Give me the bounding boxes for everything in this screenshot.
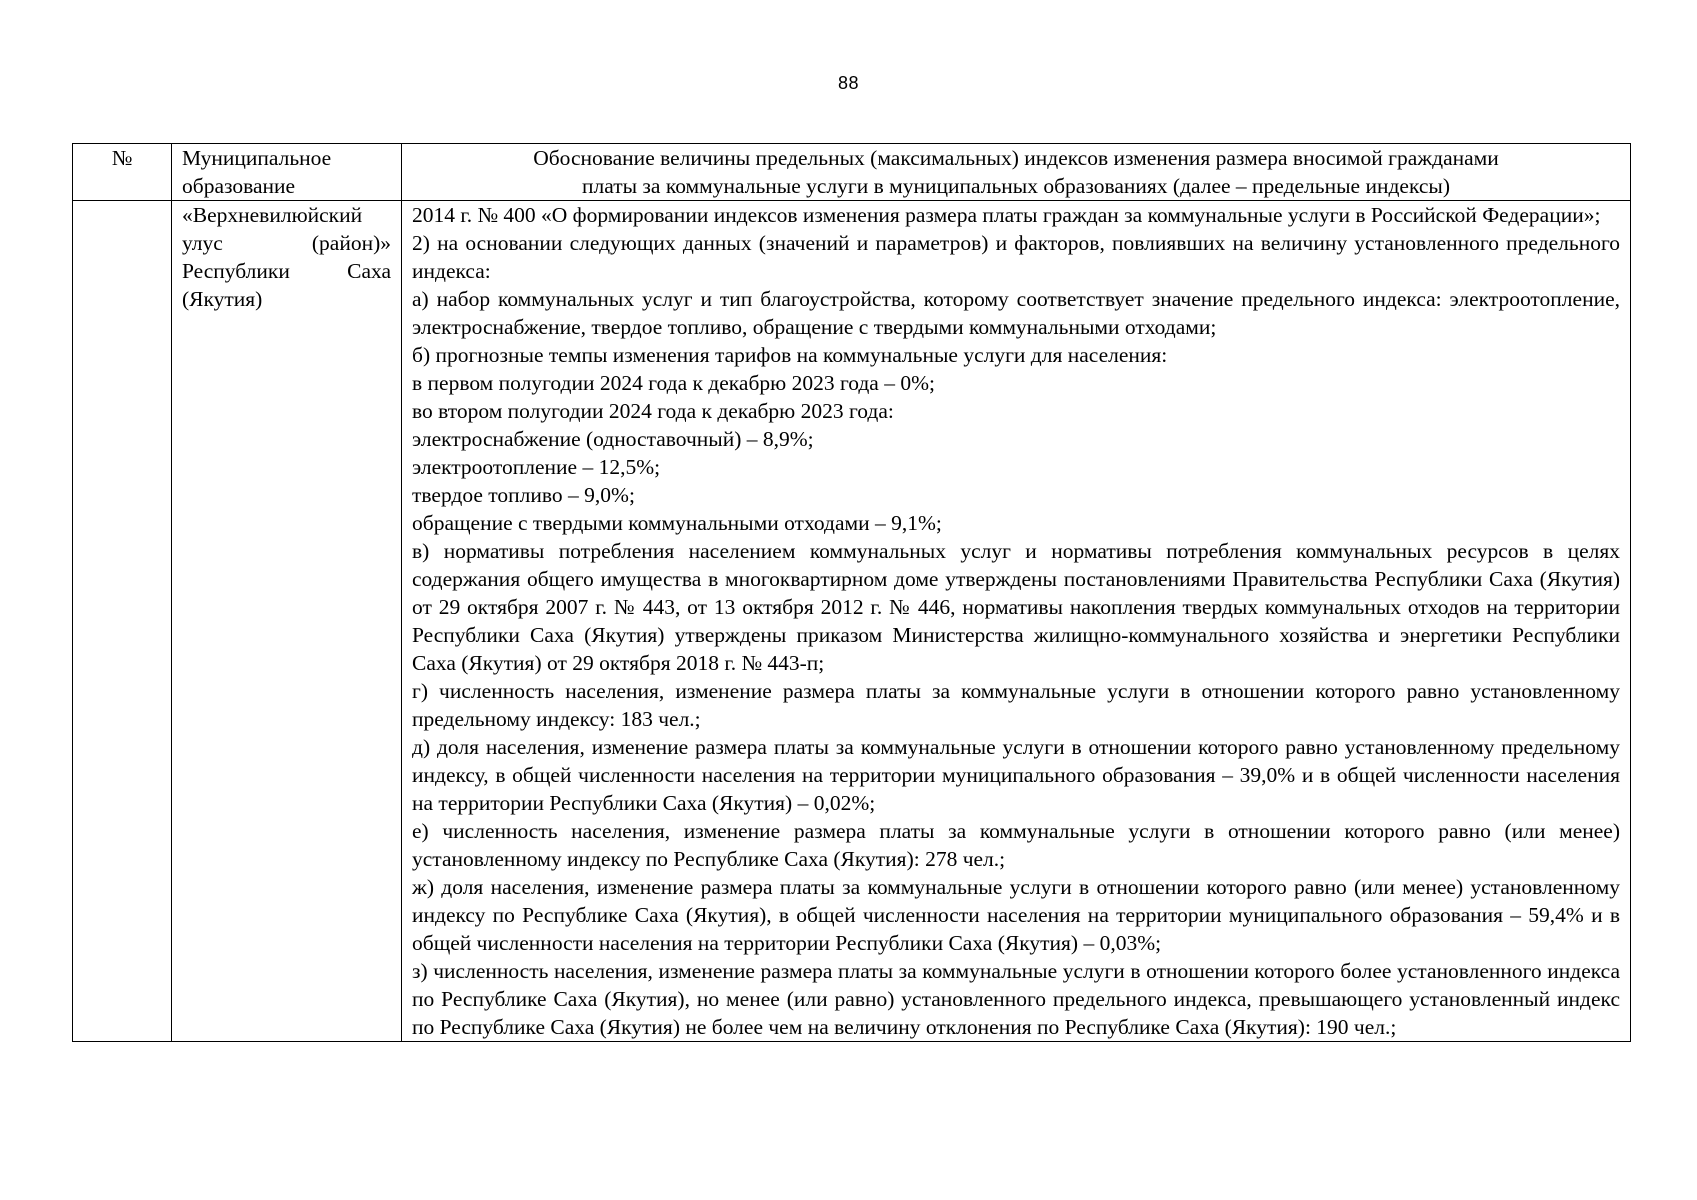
municipality-cell <box>172 201 402 1042</box>
paragraph: з) численность населения, изменение размера платы за коммунальные услуги в отношении которого более установленного индекса по Республике Саха (Якутия), но менее (или равно) установленного предельного индекса, превышающего установленный индекс по Республике Саха (Якутия) не более чем на величину отклонения по Республике Саха (Якутия): 190 чел.; <box>412 959 1620 1039</box>
justification-table <box>72 143 1631 1042</box>
municipality-line: улус (район)» <box>182 231 391 255</box>
table-body <box>73 201 1631 1042</box>
paragraph: а) набор коммунальных услуг и тип благоустройства, которому соответствует значение предельного индекса: электроотопление, электроснабжение, твердое топливо, обращение с твердыми коммунальными отходами; <box>412 287 1620 339</box>
header-municipality-line2: образование <box>182 174 296 198</box>
table-header <box>73 144 1631 201</box>
paragraph: обращение с твердыми коммунальными отходами – 9,1%; <box>412 511 942 535</box>
paragraph: в первом полугодии 2024 года к декабрю 2023 года – 0%; <box>412 371 935 395</box>
paragraph: г) численность населения, изменение размера платы за коммунальные услуги в отношении которого равно установленному предельному индексу: 183 чел.; <box>412 679 1620 731</box>
paragraph: электроотопление – 12,5%; <box>412 455 661 479</box>
header-municipality-line1: Муниципальное <box>182 146 332 170</box>
paragraph: д) доля населения, изменение размера платы за коммунальные услуги в отношении которого равно установленному предельному индексу, в общей численности населения на территории муниципального образования – 39,0% и в общей численности населения на территории Республики Саха (Якутия) – 0,02%; <box>412 735 1620 815</box>
row-number-cell <box>73 201 172 1042</box>
paragraph: во втором полугодии 2024 года к декабрю 2023 года: <box>412 399 894 423</box>
municipality-line: «Верхневилюйский <box>182 203 363 227</box>
paragraph: 2) на основании следующих данных (значений и параметров) и факторов, повлиявших на величину установленного предельного индекса: <box>412 231 1620 283</box>
page-number: 88 <box>837 73 860 93</box>
paragraph: ж) доля населения, изменение размера платы за коммунальные услуги в отношении которого равно (или менее) установленному индексу по Республике Саха (Якутия), в общей численности населения на территории муниципального образования – 59,4% и в общей численности населения на территории Республики Саха (Якутия) – 0,03%; <box>412 875 1620 955</box>
header-row <box>73 144 1631 201</box>
paragraph: е) численность населения, изменение размера платы за коммунальные услуги в отношении которого равно (или менее) установленному индексу по Республике Саха (Якутия): 278 чел.; <box>412 819 1620 871</box>
header-municipality <box>172 144 402 201</box>
paragraph: твердое топливо – 9,0%; <box>412 483 635 507</box>
paragraph: 2014 г. № 400 «О формировании индексов изменения размера платы граждан за коммунальные услуги в Российской Федерации»; <box>412 203 1601 227</box>
header-justification-line2: платы за коммунальные услуги в муниципальных образованиях (далее – предельные индексы) <box>582 174 1450 198</box>
table-row <box>73 201 1631 1042</box>
paragraph: в) нормативы потребления населением коммунальных услуг и нормативы потребления коммунальных ресурсов в целях содержания общего имущества в многоквартирном доме утверждены постановлениями Правительства Республики Саха (Якутия) от 29 октября 2007 г. № 443, от 13 октября 2012 г. № 446, нормативы накопления твердых коммунальных отходов на территории Республики Саха (Якутия) утверждены приказом Министерства жилищно-коммунального хозяйства и энергетики Республики Саха (Якутия) от 29 октября 2018 г. № 443-п; <box>412 539 1620 675</box>
header-number: № <box>73 144 172 201</box>
municipality-line: (Якутия) <box>182 287 263 311</box>
paragraph: б) прогнозные темпы изменения тарифов на коммунальные услуги для населения: <box>412 343 1168 367</box>
justification-cell <box>402 201 1631 1042</box>
header-justification-line1: Обоснование величины предельных (максимальных) индексов изменения размера вносимой гражданами <box>533 146 1499 170</box>
header-justification <box>402 144 1631 201</box>
paragraph: электроснабжение (одноставочный) – 8,9%; <box>412 427 814 451</box>
municipality-line: Республики Саха <box>182 259 391 283</box>
